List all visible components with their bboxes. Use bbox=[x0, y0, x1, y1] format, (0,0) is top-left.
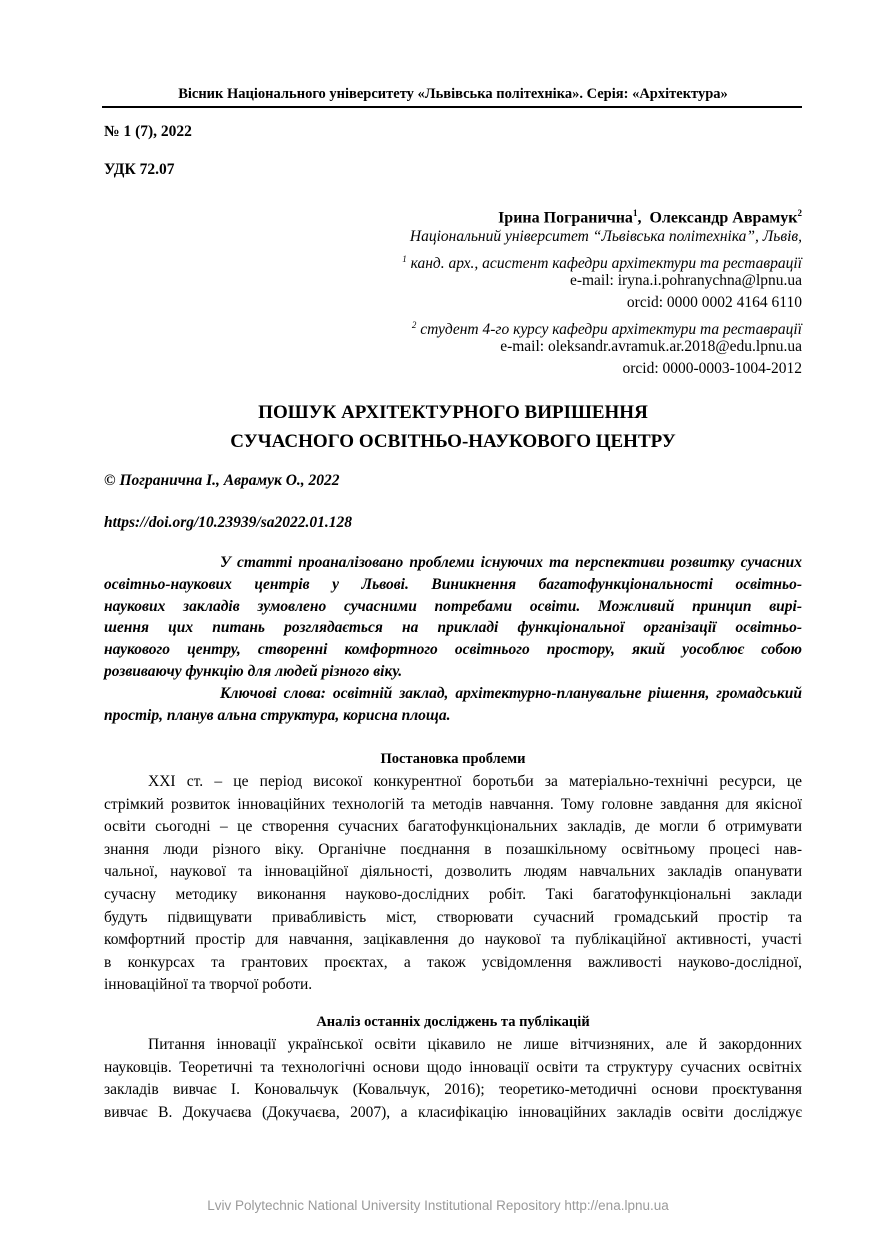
role-1-text: канд. арх., асистент кафедри архітектури та реставрації bbox=[410, 255, 802, 273]
author-2-sup: 2 bbox=[797, 208, 802, 218]
author-2-email[interactable]: e-mail: oleksandr.avramuk.ar.2018@edu.lpnu.ua bbox=[500, 338, 802, 355]
repository-footer: Lviv Polytechnic National University Institutional Repository http://ena.lpnu.ua bbox=[207, 1198, 669, 1213]
body-line: комфортний простір для навчання, зацікавлення до наукової та публікаційної активності, участі bbox=[104, 931, 802, 949]
role-2-sup: 2 bbox=[411, 320, 417, 330]
body-line: науковців. Теоретичні та технологічні основи щодо інновації освіти та структуру сучасних освітніх bbox=[104, 1058, 802, 1076]
keywords-line: простір, планув альна структура, корисна площа. bbox=[104, 706, 451, 724]
body-line: закладів вивчає І. Коновальчук (Ковальчук, 2016); теоретико-методичні основи проєктування bbox=[104, 1081, 802, 1099]
author-1-name: Ірина Погранична bbox=[498, 209, 633, 227]
body-line: будуть підвищувати привабливість міст, створювати сучасний громадський простір та bbox=[104, 908, 802, 926]
journal-header: Вісник Національного університету «Львівська політехніка». Серія: «Архітектура» bbox=[178, 86, 728, 102]
abstract-line: наукового центру, створенні комфортного освітнього простору, який уособлює собою bbox=[104, 641, 802, 659]
title-line-2: СУЧАСНОГО ОСВІТНЬО-НАУКОВОГО ЦЕНТРУ bbox=[230, 431, 676, 452]
body-line: XXI ст. – це період високої конкурентної боротьби за матеріально-технічні ресурси, це bbox=[148, 773, 802, 790]
body-line: чальної, наукової та інноваційної діяльності, дозволить людям навчальних закладів опанувати bbox=[104, 863, 802, 881]
abstract-line: шення цих питань розглядається на прикладі функціональної організації освітньо- bbox=[104, 619, 802, 637]
author-1-sup: 1 bbox=[632, 208, 638, 218]
section-problem bbox=[104, 747, 802, 997]
author-1-email[interactable]: e-mail: iryna.i.pohranychna@lpnu.ua bbox=[569, 272, 802, 289]
section-literature bbox=[104, 1010, 802, 1124]
copyright: © Погранична І., Аврамук О., 2022 bbox=[104, 472, 340, 489]
abstract-line: розвиваючу функцію для людей різного віку. bbox=[104, 662, 403, 680]
section-heading: Постановка проблеми bbox=[380, 751, 526, 767]
abstract bbox=[104, 552, 802, 726]
body-line: освіти сьогодні – це створення сучасних багатофункціональних закладів, де могли б отримувати bbox=[104, 818, 802, 836]
role-1-sup: 1 bbox=[402, 254, 407, 264]
authors-separator: , bbox=[637, 209, 650, 227]
body-line: інноваційної та творчої роботи. bbox=[104, 976, 313, 994]
body-line: вивчає В. Докучаєва (Докучаєва, 2007), а класифікацію інноваційних закладів освіти досліджує bbox=[104, 1103, 802, 1121]
body-line: знання люди різного віку. Органічне поєднання в позашкільному освітньому процесі нав- bbox=[104, 840, 802, 858]
author-1-orcid: orcid: 0000 0002 4164 6110 bbox=[626, 294, 802, 311]
abstract-line: У статті проаналізовано проблеми існуючих та перспективи розвитку сучасних bbox=[220, 554, 802, 571]
author-2-name: Олександр Аврамук bbox=[649, 209, 798, 227]
article-title bbox=[104, 398, 802, 456]
body-line: стрімкий розвиток інноваційних технологій та методів навчання. Тому головне завдання для якісної bbox=[104, 795, 802, 813]
body-line: Питання інновації української освіти цікавило не лише вітчизняних, але й закордонних bbox=[148, 1036, 802, 1053]
keywords-line: Ключові слова: освітній заклад, архітектурно-планувальне рішення, громадський bbox=[220, 684, 802, 702]
udc-code: УДК 72.07 bbox=[104, 161, 175, 178]
body-line: сучасну методику виконання науково-дослідних робіт. Такі багатофункціональні заклади bbox=[104, 885, 802, 903]
affiliation: Національний університет “Львівська політехніка”, Львів, bbox=[409, 228, 802, 245]
doi-link[interactable]: https://doi.org/10.23939/sa2022.01.128 bbox=[104, 514, 353, 531]
body-line: в конкурсах та грантових проєктах, а також усвідомлення важливості науково-дослідної, bbox=[104, 953, 802, 971]
section-heading: Аналіз останніх досліджень та публікацій bbox=[316, 1014, 590, 1030]
title-line-1: ПОШУК АРХІТЕКТУРНОГО ВИРІШЕННЯ bbox=[258, 402, 648, 423]
author-2-orcid: orcid: 0000-0003-1004-2012 bbox=[622, 360, 802, 377]
role-2-text: студент 4-го курсу кафедри архітектури та реставрації bbox=[420, 321, 802, 339]
abstract-line: наукових закладів зумовлено сучасними потребами освіти. Можливий принцип вирі- bbox=[104, 597, 802, 615]
issue-number: № 1 (7), 2022 bbox=[104, 123, 192, 140]
header-rule bbox=[102, 106, 802, 108]
abstract-line: освітньо-наукових центрів у Львові. Виникнення багатофункціональності освітньо- bbox=[104, 575, 802, 593]
